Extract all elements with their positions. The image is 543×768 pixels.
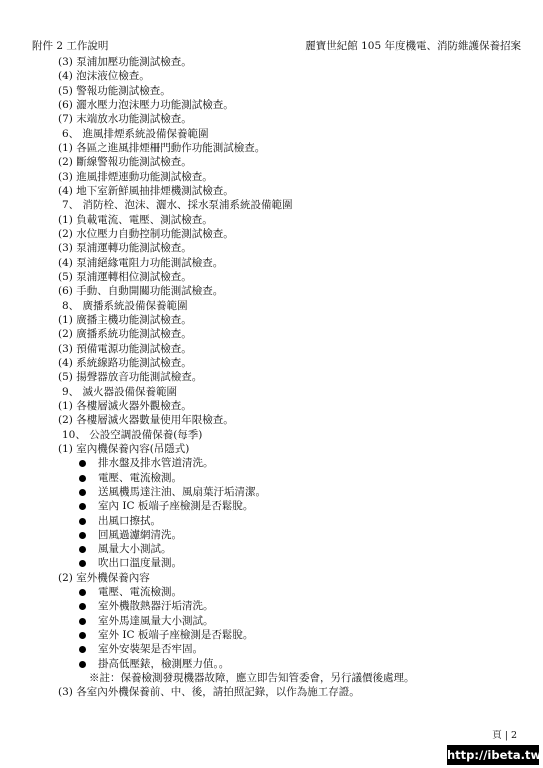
list-item <box>0 370 543 384</box>
bullet-dot-icon <box>79 603 86 610</box>
list-item <box>0 155 543 169</box>
subsection-heading <box>0 442 543 456</box>
line-text: 送風機馬達注油、風扇葉汙垢清潔。 <box>98 485 266 498</box>
line-text: ※註：保養檢測發現機器故障，應立即告知管委會，另行議價後處理。 <box>89 672 415 685</box>
line-text: (2) 斷線警報功能測試檢查。 <box>58 156 192 169</box>
line-text: (2) 各樓層滅火器數量使用年限檢查。 <box>58 414 234 427</box>
list-item <box>0 399 543 413</box>
line-text: 10、 公設空調設備保養(每季) <box>62 428 203 441</box>
line-text: (1) 廣播主機功能測試檢查。 <box>58 313 192 326</box>
bullet-dot-icon <box>79 589 86 596</box>
line-text: 吹出口溫度量測。 <box>98 557 182 570</box>
line-text: 回風過濾網清洗。 <box>98 528 182 541</box>
line-text: (4) 系統線路功能測試檢查。 <box>58 356 192 369</box>
list-item <box>0 141 543 155</box>
line-text: (1) 各樓層滅火器外觀檢查。 <box>58 399 192 412</box>
bullet-item <box>0 628 543 642</box>
bullet-item <box>0 471 543 485</box>
line-text: 7、 消防栓、泡沫、灑水、採水泵浦系統設備範圍 <box>62 199 293 212</box>
line-text: (1) 室內機保養內容(吊隱式) <box>58 442 190 455</box>
section-heading <box>0 299 543 313</box>
line-text: 排水盤及排水管道清洗。 <box>98 457 214 470</box>
line-text: 室內 IC 板端子座檢測是否鬆脫。 <box>98 500 254 513</box>
page-header <box>32 39 521 53</box>
line-text: (5) 揚聲器放音功能測試檢查。 <box>58 371 203 384</box>
subsection-heading <box>0 571 543 585</box>
line-text: (4) 泵浦絕緣電阻力功能測試檢查。 <box>58 256 224 269</box>
bullet-dot-icon <box>79 546 86 553</box>
bullet-item <box>0 642 543 656</box>
line-text: 室外馬達風量大小測試。 <box>98 614 214 627</box>
list-item <box>0 112 543 126</box>
list-item <box>0 327 543 341</box>
line-text: 室外 IC 板端子座檢測是否鬆脫。 <box>98 629 254 642</box>
list-item <box>0 170 543 184</box>
bullet-item <box>0 542 543 556</box>
document-body <box>0 55 543 700</box>
line-text: (7) 末端放水功能測試檢查。 <box>58 113 192 126</box>
bullet-item <box>0 599 543 613</box>
line-text: (1) 各區之進風排煙柵門動作功能測試檢查。 <box>58 141 266 154</box>
line-text: (3) 各室內外機保養前、中、後，請拍照記錄，以作為施工存證。 <box>58 686 360 699</box>
bullet-item <box>0 485 543 499</box>
bullet-item <box>0 657 543 671</box>
line-text: 掛高低壓錶，檢測壓力值。。 <box>98 657 230 670</box>
line-text: (3) 泵浦運轉功能測試檢查。 <box>58 242 192 255</box>
line-text: 9、 滅火器設備保養範圍 <box>62 385 178 398</box>
bullet-dot-icon <box>79 560 86 567</box>
line-text: (4) 地下室新鮮風抽排煙機測試檢查。 <box>58 184 234 197</box>
section-heading <box>0 127 543 141</box>
line-text: (5) 泵浦運轉相位測試檢查。 <box>58 270 192 283</box>
header-project-title: 麗寶世紀館 105 年度機電、消防維護保養招案 <box>305 40 521 52</box>
page-number: 頁 | 2 <box>492 730 517 741</box>
bullet-dot-icon <box>79 618 86 625</box>
line-text: (2) 水位壓力自動控制功能測試檢查。 <box>58 227 234 240</box>
section-heading <box>0 198 543 212</box>
line-text: 電壓、電流檢測。 <box>98 471 182 484</box>
section-heading <box>0 385 543 399</box>
header-attachment-title: 附件 2 工作說明 <box>32 40 109 52</box>
list-item <box>0 342 543 356</box>
line-text: 8、 廣播系統設備保養範圍 <box>62 299 188 312</box>
line-text: (3) 預備電源功能測試檢查。 <box>58 342 192 355</box>
line-text: 電壓、電流檢測。 <box>98 586 182 599</box>
bullet-item <box>0 528 543 542</box>
bullet-dot-icon <box>79 532 86 539</box>
line-text: (5) 警報功能測試檢查。 <box>58 84 171 97</box>
list-item <box>0 313 543 327</box>
bullet-item <box>0 456 543 470</box>
bullet-item <box>0 556 543 570</box>
bullet-dot-icon <box>79 646 86 653</box>
line-text: (6) 手動、自動開關功能測試檢查。 <box>58 285 224 298</box>
bullet-item <box>0 499 543 513</box>
bullet-item <box>0 614 543 628</box>
bullet-item <box>0 514 543 528</box>
line-text: (3) 泵浦加壓功能測試檢查。 <box>58 56 192 68</box>
bullet-dot-icon <box>79 489 86 496</box>
line-text: (3) 進風排煙連動功能測試檢查。 <box>58 170 213 183</box>
list-item <box>0 270 543 284</box>
line-text: (6) 灑水壓力泡沫壓力功能測試檢查。 <box>58 98 234 111</box>
line-text: 室外機散熱器汙垢清洗。 <box>98 600 214 613</box>
list-item <box>0 284 543 298</box>
list-item <box>0 356 543 370</box>
list-item <box>0 55 543 69</box>
watermark-badge: http://ibeta.tw <box>447 745 539 765</box>
list-item <box>0 227 543 241</box>
bullet-dot-icon <box>79 475 86 482</box>
list-item <box>0 256 543 270</box>
list-item <box>0 184 543 198</box>
bullet-dot-icon <box>79 661 86 668</box>
line-text: (1) 負載電流、電壓、測試檢查。 <box>58 213 213 226</box>
list-item <box>0 241 543 255</box>
line-text: (2) 廣播系統功能測試檢查。 <box>58 328 192 341</box>
line-text: 風量大小測試。 <box>98 543 172 556</box>
list-item <box>0 213 543 227</box>
list-item <box>0 84 543 98</box>
bullet-item <box>0 585 543 599</box>
bullet-dot-icon <box>79 632 86 639</box>
line-text: (2) 室外機保養內容 <box>58 571 150 584</box>
list-item <box>0 413 543 427</box>
bullet-dot-icon <box>79 460 86 467</box>
bullet-dot-icon <box>79 503 86 510</box>
list-item <box>0 98 543 112</box>
list-item <box>0 69 543 83</box>
bullet-dot-icon <box>79 518 86 525</box>
section-heading <box>0 428 543 442</box>
line-text: 6、 進風排煙系統設備保養範圍 <box>62 127 209 140</box>
subsection-heading <box>0 685 543 699</box>
note-line <box>0 671 543 685</box>
line-text: 室外安裝架是否牢固。 <box>98 643 203 656</box>
line-text: 出風口擦拭。 <box>98 514 161 527</box>
line-text: (4) 泡沫液位檢查。 <box>58 70 150 83</box>
